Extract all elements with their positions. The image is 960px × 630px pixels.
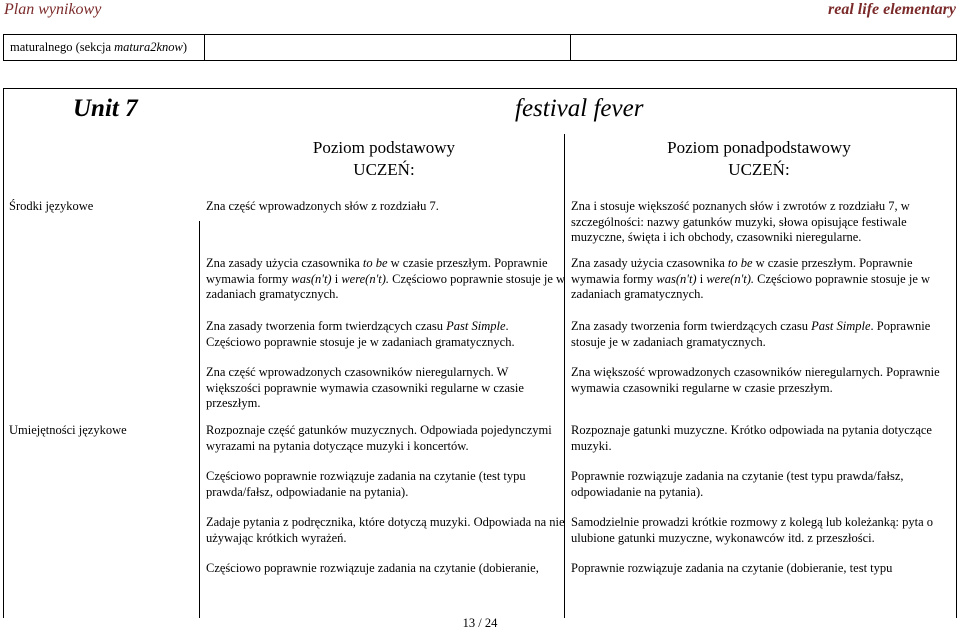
column-divider (199, 221, 200, 618)
umiejetnosci-basic-questions: Zadaje pytania z podręcznika, które dotyczą muzyki. Odpowiada na nie używając krótkich wyrażeń. (206, 515, 565, 545)
srodki-advanced-vocabulary: Zna i stosuje większość poznanych słów i zwrotów z rozdziału 7, w szczególności: nazwy gatunków muzyki, słowa opisujące festiwale muzyczne, święta i ich obchody, czasowniki nieregularne. (571, 199, 910, 244)
continued-text-italic: matura2know (114, 40, 183, 54)
umiejetnosci-advanced-genres: Rozpoznaje gatunki muzyczne. Krótko odpowiada na pytania dotyczące muzyki. (571, 423, 932, 453)
continued-text-suffix: ) (182, 40, 188, 54)
level-basic-name: Poziom podstawowy (312, 138, 456, 157)
continued-text-prefix: maturalnego (sekcja (10, 40, 115, 54)
srodki-advanced-irregular-verbs: Zna większość wprowadzonych czasowników nieregularnych. Poprawnie wymawia czasowniki regularne w czasie przeszłym. (571, 365, 940, 395)
row-label-srodki: Środki językowe (9, 199, 94, 213)
row-label-umiejetnosci: Umiejętności językowe (9, 423, 127, 437)
umiejetnosci-basic-reading-matching: Częściowo poprawnie rozwiązuje zadania na czytanie (dobieranie, (206, 561, 539, 575)
unit-theme: festival fever (515, 95, 644, 122)
unit-table (3, 88, 957, 618)
header-document-title: Plan wynikowy (4, 1, 102, 18)
srodki-basic-to-be: Zna zasady użycia czasownika to be w czasie przeszłym. Poprawnie wymawia formy was(n't) i were(n't). Częściowo poprawnie stosuje je w zadaniach gramatycznych. (206, 256, 566, 301)
srodki-advanced-past-simple: Zna zasady tworzenia form twierdzących czasu Past Simple. Poprawnie stosuje je w zadaniach gramatycznych. (571, 319, 931, 349)
level-advanced-name: Poziom ponadpodstawowy (667, 138, 851, 157)
srodki-basic-past-simple: Zna zasady tworzenia form twierdzących czasu Past Simple. Częściowo poprawnie stosuje je w zadaniach gramatycznych. (206, 319, 515, 349)
header-course-title: real life elementary (828, 1, 956, 18)
level-advanced-who: UCZEŃ: (728, 160, 790, 179)
umiejetnosci-advanced-conversation: Samodzielnie prowadzi krótkie rozmowy z kolegą lub koleżanką: pyta o ulubione gatunki muzyczne, wykonawców itd. z przeszłości. (571, 515, 934, 545)
umiejetnosci-advanced-reading: Poprawnie rozwiązuje zadania na czytanie (test typu prawda/fałsz, odpowiadanie na pytania). (571, 469, 904, 499)
level-basic-header (204, 137, 564, 181)
page-number: 13 / 24 (462, 616, 498, 630)
level-advanced-header (569, 137, 949, 181)
srodki-basic-irregular-verbs: Zna część wprowadzonych czasowników nieregularnych. W większości poprawnie wymawia czasowniki regularne w czasie przeszłym. (206, 365, 524, 410)
column-divider (570, 35, 571, 60)
continued-cell (4, 35, 205, 60)
continued-table-row (3, 34, 957, 61)
umiejetnosci-advanced-reading-matching: Poprawnie rozwiązuje zadania na czytanie (dobieranie, test typu (571, 561, 893, 575)
unit-number: Unit 7 (73, 95, 138, 122)
umiejetnosci-basic-genres: Rozpoznaje część gatunków muzycznych. Odpowiada pojedynczymi wyrazami na pytania dotyczące muzyki i koncertów. (206, 423, 552, 453)
level-basic-who: UCZEŃ: (353, 160, 415, 179)
umiejetnosci-basic-reading: Częściowo poprawnie rozwiązuje zadania na czytanie (test typu prawda/fałsz, odpowiadanie na pytania). (206, 469, 526, 499)
srodki-basic-vocabulary: Zna część wprowadzonych słów z rozdziału 7. (206, 199, 439, 213)
srodki-advanced-to-be: Zna zasady użycia czasownika to be w czasie przeszłym. Poprawnie wymawia formy was(n't) i were(n't). Częściowo poprawnie stosuje je w zadaniach gramatycznych. (571, 256, 931, 301)
